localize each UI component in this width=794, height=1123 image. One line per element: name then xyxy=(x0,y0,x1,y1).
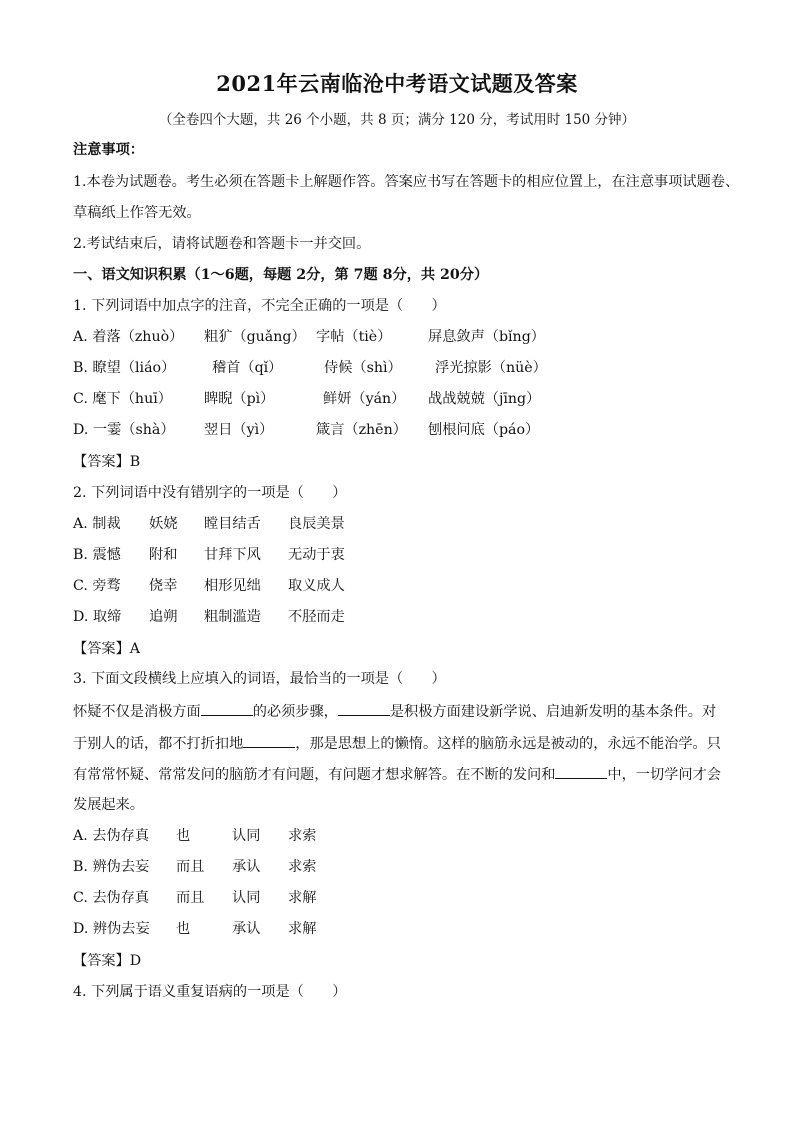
q2-stem: 2. 下列词语中没有错别字的一项是（ ） xyxy=(73,485,347,501)
q3-d-4: 求解 xyxy=(288,921,317,937)
q3-d-3: 承认 xyxy=(232,921,261,937)
q1-c-2: 睥睨（pì） xyxy=(204,391,275,407)
q2-b-2: 附和 xyxy=(149,547,178,563)
q3-c-4: 求解 xyxy=(288,890,317,906)
q3-passage-line-3 xyxy=(73,764,733,785)
q3-c-3: 认同 xyxy=(232,890,261,906)
q1-d-3: 箴言（zhēn） xyxy=(316,422,407,438)
q2-a-2: 妖娆 xyxy=(149,516,178,532)
q2-a-3: 瞠目结舌 xyxy=(204,516,261,532)
q2-c-3: 相形见绌 xyxy=(204,578,261,594)
q1-b-2: 稽首（qǐ） xyxy=(212,360,283,376)
q3-blank-4 xyxy=(555,764,607,779)
q2-c-4: 取义成人 xyxy=(288,578,345,594)
q3-p3: 有常常怀疑、常常发问的脑筋才有问题，有问题才想求解答。在不断的发问和 xyxy=(73,767,556,783)
q3-d-2: 也 xyxy=(176,921,191,937)
q1-stem: 1. 下列词语中加点字的注音，不完全正确的一项是（ ） xyxy=(73,298,446,314)
q3-a-3: 认同 xyxy=(232,828,261,844)
q3-c-1: C. 去伪存真 xyxy=(73,890,150,906)
q3-blank-3 xyxy=(243,733,295,748)
q3-answer: 【答案】D xyxy=(73,953,142,969)
q3-b-2: 而且 xyxy=(176,859,205,875)
page-subtitle: （全卷四个大题，共 26 个小题，共 8 页；满分 120 分，考试用时 150 分钟） xyxy=(158,112,636,128)
q2-b-3: 甘拜下风 xyxy=(204,547,261,563)
q1-b-1: B. 瞭望（liáo） xyxy=(73,360,176,376)
q3-p3b: 中，一切学问才会 xyxy=(607,767,721,783)
q3-passage-line-4: 发展起来。 xyxy=(73,797,144,813)
q1-c-1: C. 麾下（huī） xyxy=(73,391,172,407)
q3-a-1: A. 去伪存真 xyxy=(73,828,150,844)
q3-a-4: 求索 xyxy=(288,828,317,844)
q3-passage-line-1 xyxy=(73,701,733,722)
q3-blank-2 xyxy=(338,701,390,716)
notice-heading: 注意事项： xyxy=(73,142,144,158)
notice-1-line-1: 1.本卷为试题卷。考生必须在答题卡上解题作答。答案应书写在答题卡的相应位置上，在注意事项试题卷、 xyxy=(73,174,740,190)
q3-b-1: B. 辨伪去妄 xyxy=(73,859,150,875)
q2-d-2: 追朔 xyxy=(149,609,178,625)
q1-a-2: 粗犷（guǎng） xyxy=(204,329,306,345)
q3-c-2: 而且 xyxy=(176,890,205,906)
q2-d-4: 不胫而走 xyxy=(288,609,345,625)
q1-c-3: 鲜妍（yán） xyxy=(323,391,406,407)
q3-p2a: 于别人的话，都不打折扣地 xyxy=(73,736,244,752)
q1-a-4: 屏息敛声（bǐng） xyxy=(428,329,545,345)
q2-a-1: A. 制裁 xyxy=(73,516,121,532)
q2-b-1: B. 震憾 xyxy=(73,547,121,563)
q1-d-1: D. 一霎（shà） xyxy=(73,422,175,438)
q3-b-4: 求索 xyxy=(288,859,317,875)
q3-stem: 3. 下面文段横线上应填入的词语，最恰当的一项是（ ） xyxy=(73,671,446,687)
q2-c-2: 侥幸 xyxy=(149,578,178,594)
q3-blank-1 xyxy=(201,701,253,716)
q1-d-4: 刨根问底（páo） xyxy=(428,422,540,438)
q3-b-3: 承认 xyxy=(232,859,261,875)
q1-b-4: 浮光掠影（nüè） xyxy=(435,360,547,376)
q2-a-4: 良辰美景 xyxy=(288,516,345,532)
q3-p1b: 的必须步骤， xyxy=(252,704,338,720)
q3-p1a: 怀疑不仅是消极方面 xyxy=(73,704,201,720)
q2-d-1: D. 取缔 xyxy=(73,609,122,625)
q3-p1c: 是积极方面建设新学说、启迪新发明的基本条件。对 xyxy=(389,704,717,720)
q1-c-4: 战战兢兢（jīng） xyxy=(428,391,541,407)
section-1-heading: 一、语文知识积累（1～6题，每题 2分，第 7题 8分，共 20分） xyxy=(73,267,489,283)
q3-d-1: D. 辨伪去妄 xyxy=(73,921,150,937)
q4-stem: 4. 下列属于语义重复语病的一项是（ ） xyxy=(73,984,347,1000)
q2-b-4: 无动于衷 xyxy=(288,547,345,563)
q1-b-3: 侍候（shì） xyxy=(324,360,402,376)
q1-a-3: 字帖（tiè） xyxy=(316,329,392,345)
q3-p2b: ，那是思想上的懒惰。这样的脑筋永远是被动的，永远不能治学。只 xyxy=(295,736,721,752)
q3-a-2: 也 xyxy=(176,828,191,844)
q1-answer: 【答案】B xyxy=(73,454,141,470)
q1-d-2: 翌日（yì） xyxy=(204,422,274,438)
q2-c-1: C. 旁骛 xyxy=(73,578,121,594)
notice-1-line-2: 草稿纸上作答无效。 xyxy=(73,205,201,221)
q3-passage-line-2 xyxy=(73,733,733,754)
notice-2: 2.考试结束后，请将试题卷和答题卡一并交回。 xyxy=(73,236,371,252)
q2-d-3: 粗制滥造 xyxy=(204,609,261,625)
q1-a-1: A. 着落（zhuò） xyxy=(73,329,184,345)
page-title: 2021年云南临沧中考语文试题及答案 xyxy=(216,71,578,96)
q2-answer: 【答案】A xyxy=(73,641,140,657)
